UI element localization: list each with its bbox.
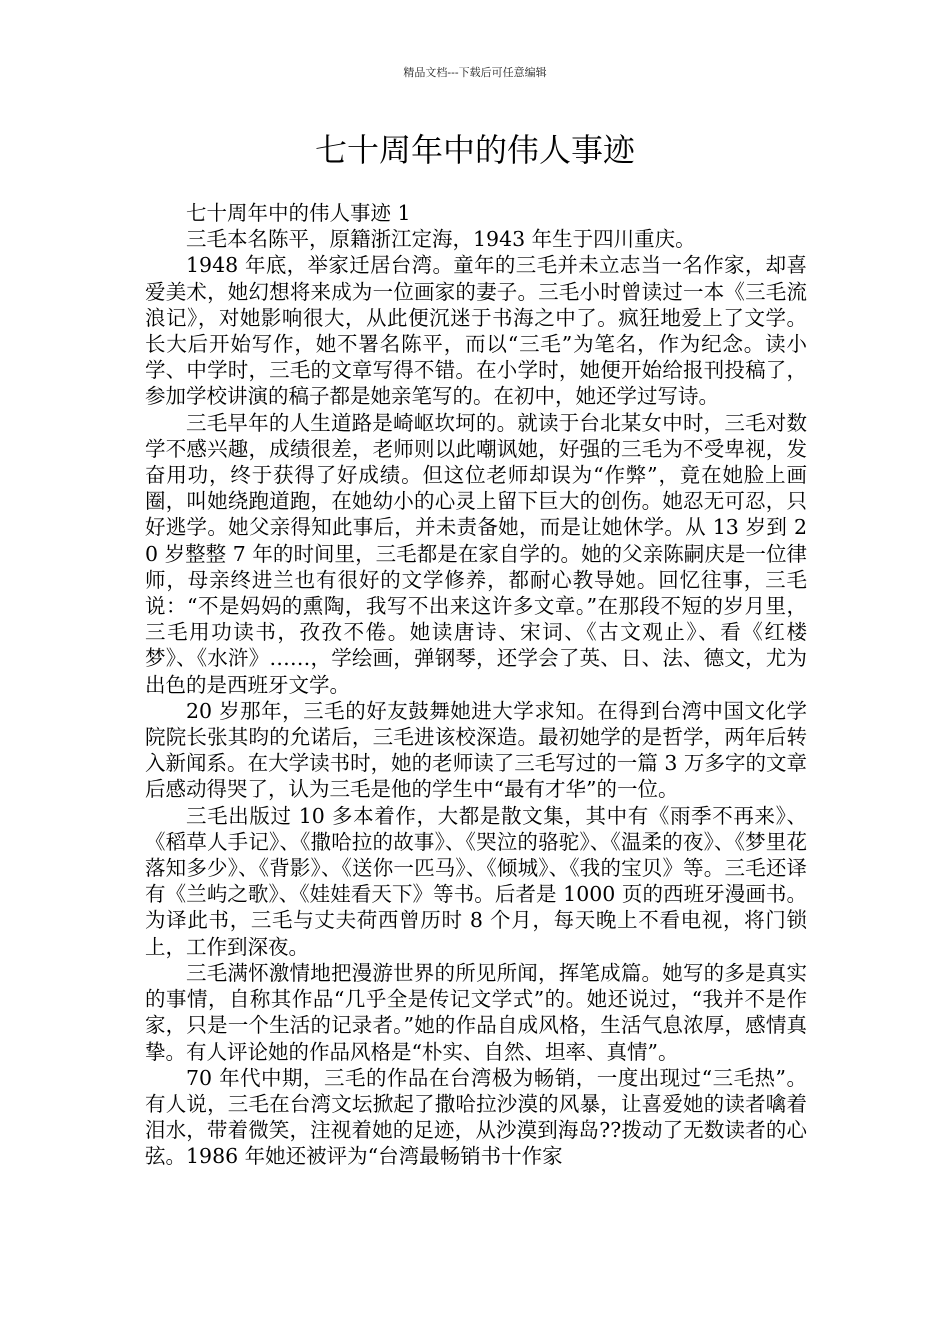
paragraph-subtitle: 七十周年中的伟人事迹 1 (186, 201, 411, 225)
paragraph: 三毛本名陈平，原籍浙江定海，1943 年生于四川重庆。 (186, 227, 696, 252)
paragraph: 三毛满怀激情地把漫游世界的所见所闻，挥笔成篇。她写的多是真实的事情，自称其作品“几乎全是传记文学式”的。她还说过，“我并不是作家，只是一个生活的记录者。”她的作品自成风格，生活气息浓厚，感情真挚。有人评论她的作品风格是“朴实、自然、坦率、真情”。 (145, 960, 807, 1064)
paragraph: 20 岁那年，三毛的好友鼓舞她进大学求知。在得到台湾中国文化学院院长张其昀的允诺后，三毛进该校深造。最初她学的是哲学，两年后转入新闻系。在大学读书时，她的老师读了三毛写过的一篇 3 万多字的文章后感动得哭了，认为三毛是他的学生中“最有才华”的一位。 (145, 698, 807, 802)
page-header: 精品文档---下载后可任意编辑 (403, 66, 547, 79)
document-title: 七十周年中的伟人事迹 (314, 131, 635, 169)
paragraph: 70 年代中期，三毛的作品在台湾极为畅销，一度出现过“三毛热”。有人说，三毛在台湾文坛掀起了撒哈拉沙漠的风暴，让喜爱她的读者噙着泪水，带着微笑，注视着她的足迹，从沙漠到海岛??拨动了无数读者的心弦。1986 年她还被评为“台湾最畅销书十作家 (145, 1065, 807, 1169)
paragraph: 1948 年底，举家迁居台湾。童年的三毛并未立志当一名作家，却喜爱美术，她幻想将来成为一位画家的妻子。三毛小时曾读过一本《三毛流浪记》，对她影响很大，从此便沉迷于书海之中了。疯狂地爱上了文学。长大后开始写作，她不署名陈平，而以“三毛”为笔名，作为纪念。读小学、中学时，三毛的文章写得不错。在小学时，她便开始给报刊投稿了，参加学校讲演的稿子都是她亲笔写的。在初中，她还学过写诗。 (145, 253, 807, 409)
paragraph: 三毛出版过 10 多本着作，大都是散文集，其中有《雨季不再来》、《稻草人手记》、《撒哈拉的故事》、《哭泣的骆驼》、《温柔的夜》、《梦里花落知多少》、《背影》、《送你一匹马》、《倾城》、《我的宝贝》等。三毛还译有《兰屿之歌》、《娃娃看天下》等书。后者是 1000 页的西班牙漫画书。为译此书，三毛与丈夫荷西曾历时 8 个月，每天晚上不看电视，将门锁上，工作到深夜。 (145, 803, 807, 959)
document-body (145, 200, 807, 1170)
paragraph: 三毛早年的人生道路是崎岖坎坷的。就读于台北某女中时，三毛对数学不感兴趣，成绩很差，老师则以此嘲讽她，好强的三毛为不受卑视，发奋用功，终于获得了好成绩。但这位老师却误为“作弊”，竟在她脸上画圈，叫她绕跑道跑，在她幼小的心灵上留下巨大的创伤。她忍无可忍，只好逃学。她父亲得知此事后，并未责备她，而是让她休学。从 13 岁到 20 岁整整 7 年的时间里，三毛都是在家自学的。她的父亲陈嗣庆是一位律师，母亲终进兰也有很好的文学修养，都耐心教导她。回忆往事，三毛说：“不是妈妈的熏陶，我写不出来这许多文章。”在那段不短的岁月里，三毛用功读书，孜孜不倦。她读唐诗、宋词、《古文观止》、看《红楼梦》、《水浒》……，学绘画，弹钢琴，还学会了英、日、法、德文，尤为出色的是西班牙文学。 (145, 410, 807, 697)
